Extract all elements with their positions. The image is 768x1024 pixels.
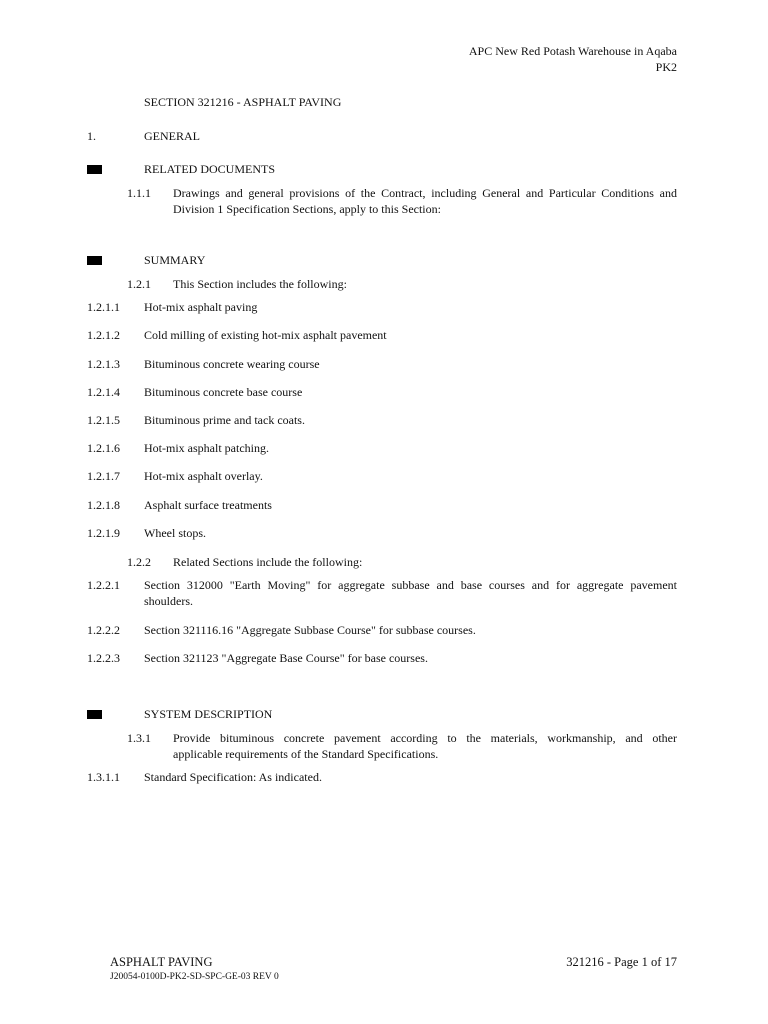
related-documents-text-line1: Drawings and general provisions of the Contract, including General and Particular Conditions and: [173, 186, 677, 200]
heading-marker-icon: [87, 256, 102, 265]
list-item-number: 1.2.1.2: [87, 328, 120, 342]
related-section-line1: Section 321116.16 "Aggregate Subbase Course" for subbase courses.: [144, 623, 476, 637]
related-section-line1: Section 321123 "Aggregate Base Course" for base courses.: [144, 651, 428, 665]
list-item: Wheel stops.: [144, 526, 206, 540]
footer-document-code: J20054-0100D-PK2-SD-SPC-GE-03 REV 0: [110, 972, 279, 982]
list-item-number: 1.2.1.9: [87, 526, 120, 540]
page-header: [277, 43, 677, 75]
list-item: Bituminous prime and tack coats.: [144, 413, 305, 427]
system-description-line2: applicable requirements of the Standard Specifications.: [173, 747, 439, 761]
list-item-number: 1.2.1.7: [87, 469, 120, 483]
section-title: SECTION 321216 - ASPHALT PAVING: [144, 95, 342, 109]
list-item-number: 1.2.1.1: [87, 300, 120, 314]
system-description-line1: Provide bituminous concrete pavement according to the materials, workmanship, and other: [173, 731, 677, 745]
list-item-number: 1.2.1.3: [87, 357, 120, 371]
list-item-number: 1.2.1.4: [87, 385, 120, 399]
project-name: APC New Red Potash Warehouse in Aqaba: [468, 44, 677, 58]
list-item-number: 1.2.1.8: [87, 498, 120, 512]
list-item: Hot-mix asphalt paving: [144, 300, 258, 314]
package-code: PK2: [655, 60, 677, 74]
footer-page-number: 321216 - Page 1 of 17: [566, 955, 677, 969]
general-number: 1.: [87, 129, 96, 143]
para-number: 1.1.1: [127, 186, 151, 200]
related-section-line1: Section 312000 "Earth Moving" for aggregate subbase and base courses and for aggregate pavement: [144, 578, 677, 592]
related-documents-heading: RELATED DOCUMENTS: [144, 162, 275, 176]
related-documents-text-line2: Division 1 Specification Sections, apply to this Section:: [173, 202, 441, 216]
list-item: Bituminous concrete wearing course: [144, 357, 320, 371]
heading-marker-icon: [87, 710, 102, 719]
para-number: 1.2.2: [127, 555, 151, 569]
list-item-number: 1.2.2.3: [87, 651, 120, 665]
heading-marker-icon: [87, 165, 102, 174]
para-number: 1.2.1: [127, 277, 151, 291]
general-heading: GENERAL: [144, 129, 200, 143]
para-number: 1.3.1: [127, 731, 151, 745]
summary-heading: SUMMARY: [144, 253, 206, 267]
summary-intro: This Section includes the following:: [173, 277, 347, 291]
standard-specification-text: Standard Specification: As indicated.: [144, 770, 322, 784]
list-item: Cold milling of existing hot-mix asphalt pavement: [144, 328, 387, 342]
related-sections-intro: Related Sections include the following:: [173, 555, 363, 569]
list-item-number: 1.2.2.2: [87, 623, 120, 637]
list-item-number: 1.2.1.5: [87, 413, 120, 427]
list-item: Hot-mix asphalt patching.: [144, 441, 269, 455]
list-item-number: 1.2.2.1: [87, 578, 120, 592]
system-description-heading: SYSTEM DESCRIPTION: [144, 707, 273, 721]
list-item: Bituminous concrete base course: [144, 385, 303, 399]
list-item: Asphalt surface treatments: [144, 498, 272, 512]
list-item-number: 1.2.1.6: [87, 441, 120, 455]
list-item-number: 1.3.1.1: [87, 770, 120, 784]
list-item: Hot-mix asphalt overlay.: [144, 469, 263, 483]
related-section-line2: shoulders.: [144, 594, 193, 608]
footer-title: ASPHALT PAVING: [110, 955, 213, 969]
